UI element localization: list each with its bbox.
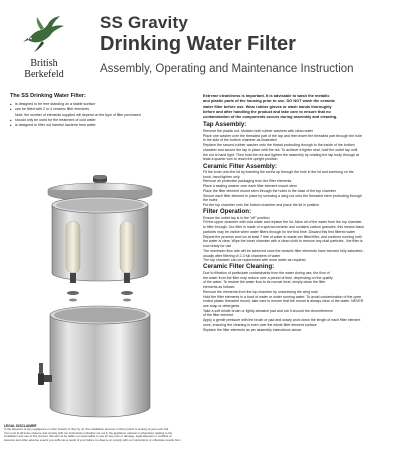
brand-name-line2: Berkefeld (24, 69, 64, 80)
intro-line: water filter before use. Wear rubber gloves or wash hands thoroughly (203, 103, 332, 109)
section-line: knob, hand tighten only (203, 174, 240, 179)
section-line: the water from the filter may reduce over a period of time, depending on the quality (203, 275, 333, 280)
feature-bullet: • should only be used for the treatment of cold water (10, 118, 190, 123)
section-line: Remove the plastic nut. Moisten both rubber washers with clean water (203, 128, 314, 133)
legal-disclaimer (4, 424, 184, 442)
section-line: Fit the knob onto the lid by inserting the screw up through the hole in the lid and screwing on the (203, 170, 354, 175)
feature-bullet: • is designed to be free standing on a stable surface (10, 102, 190, 107)
left-column (10, 93, 190, 128)
page-title-line2: Drinking Water Filter (100, 33, 296, 55)
feature-list (10, 93, 190, 128)
section-line: usually after filtering of 2-3 full chambers of water (203, 253, 281, 258)
section-line: in the side of the bottom chamber as illustrated (203, 138, 277, 143)
legal-line: You must at all times observe and comply with our instructions (whether set out in the appliance manual or otherwise) relating to the (4, 430, 173, 435)
section-line: particles may be visible when water filters through for the first time. Discard this first filtered water (203, 229, 356, 234)
section-line: of the filter element (203, 313, 234, 318)
brand-name-line1: British (30, 58, 58, 69)
section-line: Repeat the process and run at least 7 litre of water to waste per fitted filter, and continue running until (203, 234, 362, 239)
section-line: the nut is hand tight. Then hold the nut and tighten the assembly by rotating the tap body through at (203, 152, 359, 157)
intro-line: before and after handling the product and take care to ensure that no (203, 108, 331, 114)
section-heading: Ceramic Filter Assembly: (203, 162, 278, 170)
right-column (203, 93, 395, 332)
section-line: The top chamber can be replenished with more water as required (203, 258, 306, 263)
section-line: Remove the elements from the top chamber by unscrewing the wing nuts (203, 289, 318, 294)
british-berkefeld-logo (8, 14, 80, 82)
section-line: Hold the filter elements in a bowl of water or under running water. To avoid contamination of the open (203, 294, 362, 299)
feature-list-heading: The SS Drinking Water Filter: (10, 93, 86, 99)
section-line: use soap or detergents (203, 303, 240, 308)
section-heading: Ceramic Filter Cleaning: (203, 263, 275, 271)
section-heading: Tap Assembly: (203, 121, 247, 129)
feature-bullet: • can be fitted with 2 or 4 ceramic filter elements (10, 107, 190, 112)
section-line: chamber and secure the tap in place with the nut. To achieve a tighter seal, hold the outlet tap until (203, 147, 358, 152)
intro-line: Extreme cleanliness is important. It is advisable to wash the metallic (203, 93, 330, 98)
section-line: Replace the filter elements as per assembly instructions above (203, 327, 302, 332)
section-line: Take a soft bristle brush or lightly abrasive pad and rub it around the circumference (203, 308, 333, 313)
page-subtitle: Assembly, Operating and Maintenance Instruction (100, 63, 354, 75)
section-line: Place a sealing washer over each filter element mount stem (203, 184, 297, 189)
section-line: Due to filtration of particulate contaminants from the water during use, the flow of (203, 270, 330, 275)
section-tap-assembly (203, 121, 395, 162)
filter-exploded-diagram (30, 175, 170, 453)
bottom-chamber (50, 306, 150, 417)
feature-note: Note: the number of elements supplied will depend on the type of filter purchased (15, 112, 141, 117)
section-heading: Filter Operation: (203, 208, 252, 216)
section-line: elements as follows: (203, 285, 235, 290)
section-line: least a quarter turn to reach the upright position (203, 157, 278, 162)
cleanliness-intro (203, 93, 395, 119)
filter-illustration (30, 175, 170, 423)
section-filter-operation (203, 208, 395, 263)
legal-line: interests and other adverse events you suffer as a result of your failure to observe or comply with our instructions or otherwise results from (4, 437, 181, 442)
intro-line: and plastic parts of the housing prior to use. DO NOT wash the ceramic (203, 98, 336, 104)
section-line: the water is clear. Wipe the lower chamber with a clean cloth to remove any dust particles - the filter is (203, 239, 363, 244)
section-ceramic-filter-assembly (203, 163, 395, 208)
section-ceramic-filter-cleaning (203, 263, 395, 332)
section-line: the holes (203, 198, 218, 203)
wing-nuts (67, 291, 133, 302)
section-line: Replace the second rubber washer onto the thread protruding through to the inside of the bottom (203, 143, 355, 148)
section-line: The maximum flow rate will be achieved once the ceramic filter elements have become fully saturated - (203, 248, 365, 253)
section-line: ended plastic threaded mount, take care to ensure that the mount is always clear of the water. NEVER (203, 299, 364, 304)
header (0, 0, 400, 90)
section-line: Remove all protective packaging from the filter elements (203, 179, 292, 184)
legal-line: installation and use of this product. We will not be liable nor responsible to you for any loss or damage, legal disputes or conflicts of (4, 434, 172, 439)
legal-line: In the absence of any negligence or other breach of duty by us, the installation and use of this product is entirely at your own risk. (4, 427, 170, 431)
section-line: Place one washer over the threaded part of the tap and then insert the threaded part through the hole (203, 133, 362, 138)
section-line: Put the top chamber onto the bottom chamber and place the lid in position (203, 203, 320, 208)
section-line: Fill the upper chamber with cold water and replace the lid. Allow all of the water from the top chamber (203, 220, 362, 225)
section-line: of the water. To restore the water flow to its normal level, simply clean the filter (203, 280, 326, 285)
feature-bullet: • is designed to filter out harmful bacteria from water (10, 123, 190, 128)
page-title-line1: SS Gravity (100, 13, 188, 32)
section-line: now ready for use (203, 244, 232, 249)
section-line: Place the filter element mount stem through the holes in the base of the top chamber (203, 188, 336, 193)
section-line: Secure each filter element in place by screwing a wing nut onto the threaded stem protruding through (203, 193, 362, 198)
lid-knob (93, 175, 107, 184)
section-line: Apply a gentle pressure with the brush or pad and slowly work down the length of each filter element (203, 318, 361, 323)
section-line: to filter through. Our filter is made of a special ceramic and contains carbon granules, this means black (203, 225, 364, 230)
hummingbird-icon (22, 14, 66, 54)
legal-heading: LEGAL DISCLAIMER (4, 424, 37, 428)
section-line: Ensure the outlet tap is in the "off" position (203, 215, 270, 220)
intro-line: contamination of the components occurs during assembly and cleaning. (203, 114, 338, 120)
section-line: once, ensuring the cleaning is even over the whole filter element surface (203, 322, 317, 327)
intro-paragraph (203, 93, 395, 119)
